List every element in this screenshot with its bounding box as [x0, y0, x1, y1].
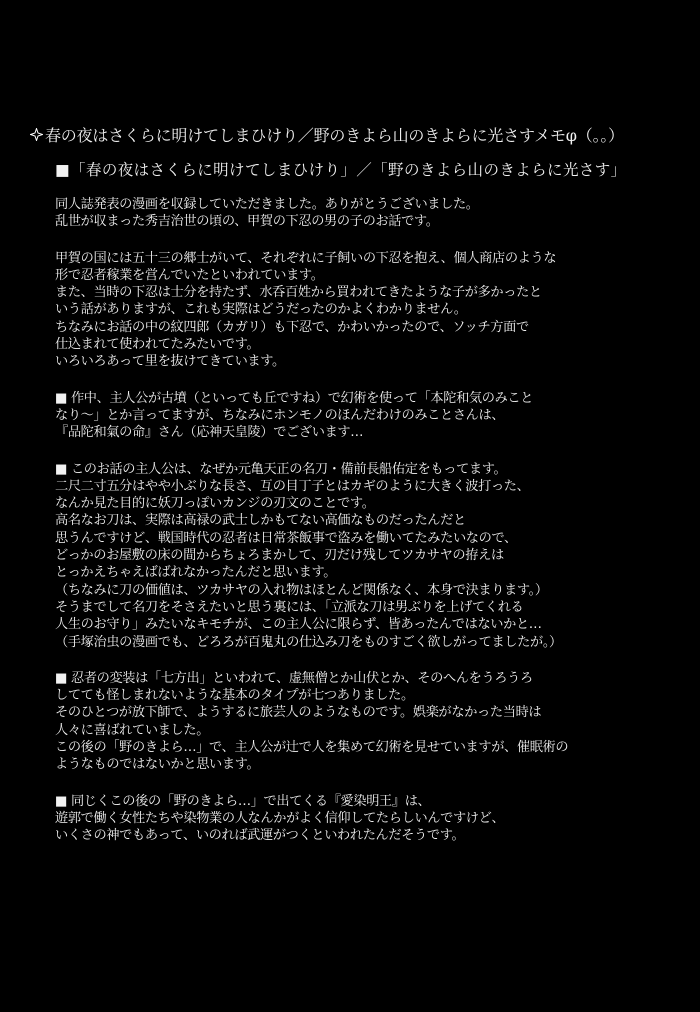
header-line	[30, 126, 690, 148]
sparkle-star-icon	[30, 128, 43, 148]
header-text: 春の夜はさくらに明けてしまひけり／野のきよら山のきよらに光さすメモφ（。。）	[45, 126, 624, 145]
paragraph	[55, 390, 695, 442]
text-line: 二尺二寸五分はやや小ぶりな長さ、互の目丁子とはカギのように大きく波打った、	[55, 478, 530, 494]
text-line: 『品陀和氣の命』さん（応神天皇陵）でございます…	[55, 425, 364, 441]
text-line: 遊郭で働く女性たちや染物業の人なんかがよく信仰してたらしいんですけど、	[55, 810, 505, 826]
text-line: 人々に喜ばれていました。	[55, 722, 210, 738]
text-line: ■ 忍者の変装は「七方出」といわれて、虚無僧とか山伏とか、そのへんをうろうろ	[55, 670, 533, 686]
body-text	[55, 160, 695, 864]
text-line: また、当時の下忍は士分を持たず、水呑百姓から買われてきたような子が多かったと	[55, 285, 542, 301]
text-line: いろいろあって里を抜けてきています。	[55, 354, 285, 370]
text-line: 仕込まれて使われてたみたいです。	[55, 337, 260, 353]
paragraph	[55, 793, 695, 845]
text-line: とっかえちゃえばばれなかったんだと思います。	[55, 565, 337, 581]
text-line: なり～」とか言ってますが、ちなみにホンモノのほんだわけのみことさんは、	[55, 407, 505, 423]
text-line: そうまでして名刀をそさえたいと思う裏には、「立派な刀は男ぶりを上げてくれる	[55, 599, 524, 615]
text-line: 思うんですけど、戦国時代の忍者は日常茶飯事で盗みを働いてたみたいなので、	[55, 530, 517, 546]
text-line: ■ 同じくこの後の「野のきよら…」で出てくる『愛染明王』は、	[55, 793, 431, 809]
text-line: そのひとつが放下師で、ようするに旅芸人のようなものです。娯楽がなかった当時は	[55, 705, 542, 721]
text-line: （ちなみに刀の価値は、ツカサヤの入れ物はほとんど関係なく、本身で決まります。）	[55, 582, 548, 598]
text-line: この後の「野のきよら…」で、主人公が辻で人を集めて幻術を見せていますが、催眠術の	[55, 740, 569, 756]
text-line: どっかのお屋敷の床の間からちょろまかして、刃だけ残してツカサヤの拵えは	[55, 548, 504, 564]
paragraph	[55, 250, 695, 371]
text-line: 人生のお守り」みたいなキモチが、この主人公に限らず、皆あったんではないかと…	[55, 617, 542, 633]
text-line: 同人誌発表の漫画を収録していただきました。ありがとうございました。	[55, 197, 479, 212]
text-line: ■ 作中、主人公が古墳（といっても丘ですね）で幻術を使って「本陀和気のみこと	[55, 390, 534, 406]
text-line: 甲賀の国には五十三の郷士がいて、それぞれに子飼いの下忍を抱え、個人商店のような	[55, 250, 557, 266]
paragraph	[55, 670, 695, 774]
paragraph	[55, 461, 695, 651]
text-line: 乱世が収まった秀吉治世の頃の、甲賀の下忍の男の子のお話です。	[55, 214, 439, 230]
text-line: してても怪しまれないような基本のタイプが七つありました。	[55, 688, 414, 704]
text-line: いう話がありますが、これも実際はどうだったのかよくわかりません。	[55, 302, 467, 318]
text-line: なんか見た目的に妖刀っぽいカンジの刃文のことです。	[55, 496, 375, 512]
paragraph	[55, 196, 695, 231]
text-line: ちなみにお話の中の紋四郎（カガリ）も下忍で、かわいかったので、ソッチ方面で	[55, 319, 529, 335]
text-line: （手塚治虫の漫画でも、どろろが百鬼丸の仕込み刀をものすごく欲しがってましたが。）	[55, 634, 562, 650]
text-line: 高名なお刀は、実際は高禄の武士しかもてない高価なものだったんだと	[55, 513, 466, 529]
paragraph-list	[55, 196, 695, 845]
section-title: ■「春の夜はさくらに明けてしまひけり」／「野のきよら山のきよらに光さす」	[55, 161, 627, 179]
text-line: 形で忍者稼業を営んでいたといわれています。	[55, 267, 324, 283]
text-line: いくさの神でもあって、いのれば武運がつくといわれたんだそうです。	[55, 828, 465, 844]
text-line: ようなものではないかと思います。	[55, 757, 260, 773]
text-line: ■ このお話の主人公は、なぜか元亀天正の名刀・備前長船佑定をもってます。	[55, 461, 507, 477]
